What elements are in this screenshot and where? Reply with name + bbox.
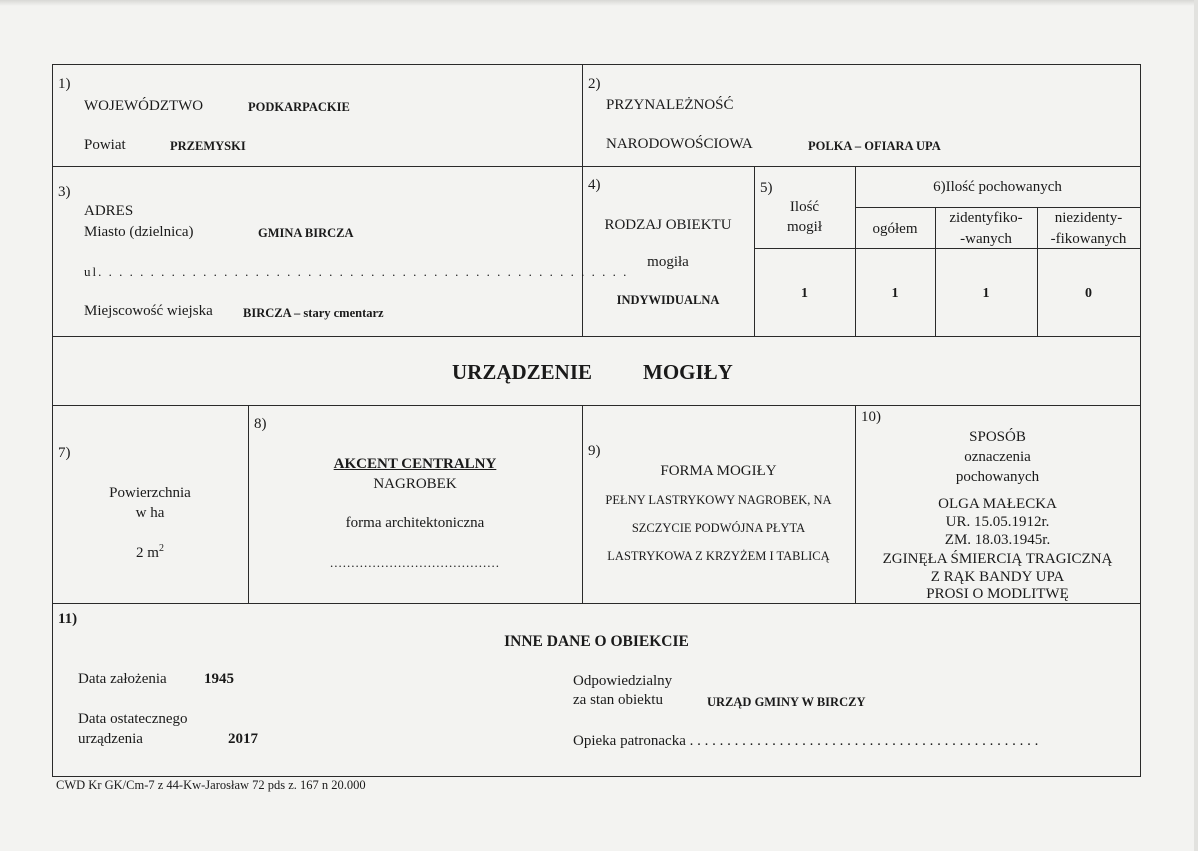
identified-header: -wanych [960, 231, 1012, 247]
voivodeship-label: WOJEWÓDZTWO [84, 98, 204, 114]
street-line: ul. . . . . . . . . . . . . . . . . . . . . . . . . . . . . . . . . . . . . . . . . . . . . . . . . . . [84, 264, 629, 279]
section-number: 2) [588, 76, 601, 92]
row-divider [52, 405, 1141, 406]
responsible-label: Odpowiedzialny [573, 673, 673, 689]
district-label: Powiat [84, 137, 126, 153]
identified-header: zidentyfiko- [949, 210, 1023, 226]
grave-form-value: SZCZYCIE PODWÓJNA PŁYTA [631, 521, 806, 535]
village-value: BIRCZA – stary cmentarz [243, 306, 384, 320]
unidentified-header: niezidenty- [1054, 210, 1123, 226]
unidentified-value: 0 [1085, 286, 1092, 301]
section-number: 10) [861, 409, 881, 425]
section-number: 3) [58, 184, 71, 200]
area-number: 2 m [136, 545, 159, 561]
section-number: 9) [588, 443, 601, 459]
grave-form-value: LASTRYKOWA Z KRZYŻEM I TABLICĄ [607, 549, 830, 563]
object-type-value: mogiła [647, 254, 689, 270]
area-value [52, 543, 248, 562]
district-value: PRZEMYSKI [170, 139, 246, 153]
grave-form-label: FORMA MOGIŁY [660, 463, 777, 479]
section-number: 11) [58, 611, 78, 627]
section-number: 1) [58, 76, 71, 92]
form-border-bottom [52, 776, 1141, 777]
row-divider [855, 207, 1140, 208]
address-label: ADRES [84, 203, 134, 219]
buried-count-label: 6)Ilość pochowanych [933, 179, 1062, 195]
inscription-line: ZGINĘŁA ŚMIERCIĄ TRAGICZNĄ [882, 551, 1113, 567]
final-arrangement-label: urządzenia [78, 731, 143, 747]
form-border-left [52, 64, 53, 776]
section-heading: MOGIŁY [643, 360, 733, 384]
inscription-line: ZM. 18.03.1945r. [944, 532, 1051, 548]
graves-count-label: mogił [786, 219, 822, 235]
nationality-value: POLKA – OFIARA UPA [808, 139, 941, 153]
area-label: w ha [135, 505, 165, 521]
architectural-form-line: ........................................ [330, 555, 500, 570]
other-data-heading: INNE DANE O OBIEKCIE [504, 633, 689, 650]
inscription-line: UR. 15.05.1912r. [945, 514, 1050, 530]
section-number: 8) [254, 416, 267, 432]
responsible-value: URZĄD GMINY W BIRCZY [707, 695, 866, 709]
section-number: 5) [760, 180, 773, 196]
area-label: Powierzchnia [109, 485, 191, 501]
buried-total-header: ogółem [872, 221, 918, 237]
col-divider [754, 166, 755, 336]
tombstone-label: NAGROBEK [373, 476, 457, 492]
inscription-line: OLGA MAŁECKA [938, 496, 1057, 512]
object-type-label: RODZAJ OBIEKTU [604, 217, 732, 233]
marking-label: pochowanych [955, 469, 1040, 485]
central-accent-title: AKCENT CENTRALNY [333, 456, 497, 472]
inscription-line: Z RĄK BANDY UPA [930, 569, 1065, 585]
form-footer-code: CWD Kr GK/Cm-7 z 44-Kw-Jarosław 72 pds z. 167 n 20.000 [56, 778, 366, 792]
section-heading: URZĄDZENIE [452, 360, 593, 384]
form-border-top [52, 64, 1141, 65]
buried-total-value: 1 [891, 286, 899, 301]
final-arrangement-value: 2017 [228, 731, 258, 747]
marking-label: SPOSÓB [969, 429, 1026, 445]
voivodeship-value: PODKARPACKIE [248, 100, 350, 114]
nationality-label: NARODOWOŚCIOWA [606, 136, 753, 152]
row-divider [52, 336, 1141, 337]
form-border-right [1140, 64, 1141, 776]
object-type-value: INDYWIDUALNA [616, 293, 720, 307]
inscription-line: PROSI O MODLITWĘ [926, 586, 1069, 602]
architectural-form-label: forma architektoniczna [345, 515, 485, 531]
final-arrangement-label: Data ostatecznego [78, 711, 188, 727]
col-divider [248, 405, 249, 603]
patronage-line: Opieka patronacka . . . . . . . . . . . . . . . . . . . . . . . . . . . . . . . . . . . . . . . . . . . . . . . [573, 733, 1039, 749]
nationality-label: PRZYNALEŻNOŚĆ [606, 97, 734, 113]
city-label: Miasto (dzielnica) [84, 224, 194, 240]
marking-label: oznaczenia [964, 449, 1031, 465]
responsible-label: za stan obiektu [573, 692, 663, 708]
section-number: 4) [588, 177, 601, 193]
graves-count-value: 1 [801, 286, 808, 301]
section-number: 7) [58, 445, 71, 461]
row-divider [52, 166, 1141, 167]
village-label: Miejscowość wiejska [84, 303, 213, 319]
grave-form-value: PEŁNY LASTRYKOWY NAGROBEK, NA [605, 493, 832, 507]
area-unit-exponent: 2 [158, 543, 164, 554]
founded-label: Data założenia [78, 671, 167, 687]
identified-value: 1 [982, 286, 990, 301]
unidentified-header: -fikowanych [1050, 231, 1127, 247]
city-value: GMINA BIRCZA [258, 226, 354, 240]
founded-value: 1945 [204, 671, 234, 687]
graves-count-label: Ilość [789, 199, 820, 215]
